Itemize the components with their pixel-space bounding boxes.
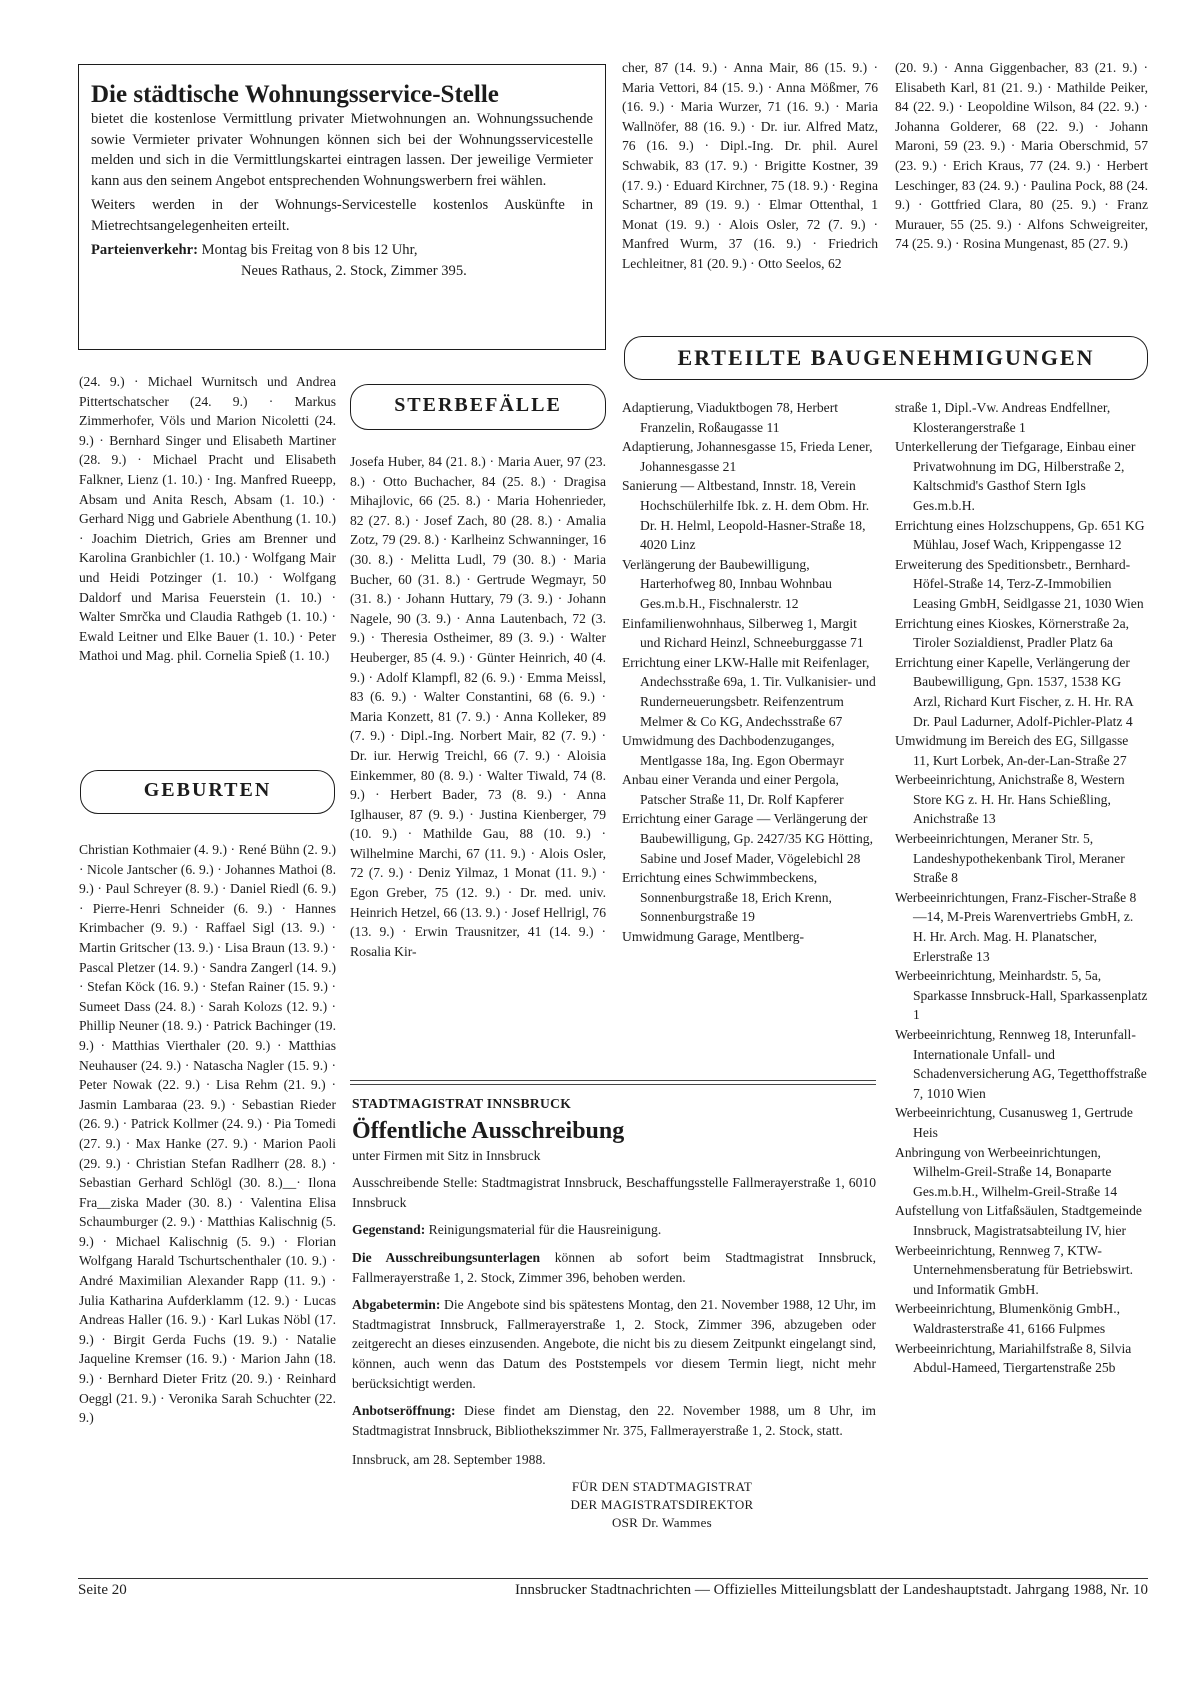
permit-entry: Werbeeinrichtung, Mariahilfstraße 8, Silvia Abdul-Hameed, Tiergartenstraße 25b <box>895 1340 1132 1376</box>
permit-entry: Einfamilienwohnhaus, Silberweg 1, Margit und Richard Heinzl, Schneeburggasse 71 <box>622 615 864 651</box>
permit-entry: Umwidmung des Dachbodenzuganges, Mentlgasse 18a, Ing. Egon Obermayr <box>622 733 844 768</box>
permit-entry: Errichtung einer Garage — Verlängerung der Baubewilligung, Gp. 2427/35 KG Hötting, Sabine und Josef Mader, Vögelebichl 28 <box>622 811 873 866</box>
permit-entry: Sanierung — Altbestand, Innstr. 18, Verein Hochschülerhilfe Ibk. z. H. dem Obm. Hr. Dr. H. Helml, Leopold-Hasner-Straße 18, 4020 Linz <box>622 478 870 553</box>
tender-documents-text: können ab sofort beim Stadtmagistrat Innsbruck, Fallmerayerstraße 1, 2. Stock, Zimmer 396, behoben werden. <box>352 1249 876 1285</box>
signature-line-1: FÜR DEN STADTMAGISTRAT <box>571 1478 753 1494</box>
footer-page-number: Seite 20 <box>78 1582 127 1598</box>
deaths-list: Josefa Huber, 84 (21. 8.) · Maria Auer, 97 (23. 8.) · Otto Buchacher, 84 (25. 8.) · Dragisa Mihajlovic, 66 (25. 8.) · Maria Hohenrieder, 82 (27. 8.) · Josef Zach, 80 (28. 8.) · Amalia Zotz, 79 (29. 8.) · Karlheinz Schwanninger, 16 (30. 8.) · Melitta Ludl, 79 (30. 8.) · Maria Bucher, 60 (31. 8.) · Gertrude Wegmayr, 50 (31. 8.) · Johann Huttary, 79 (3. 9.) · Johann Nagele, 90 (3. 9.) · Anna Lautenbach, 72 (3. 9.) · Theresia Ostheimer, 89 (3. 9.) · Walter Heuberger, 85 (4. 9.) · Günter Heinrich, 40 (4. 9.) · Adolf Klampfl, 82 (6. 9.) · Emma Meissl, 83 (6. 9.) · Walter Constantini, 68 (6. 9.) · Maria Konzett, 81 (7. 9.) · Anna Kolleker, 89 (7. 9.) · Dipl.-Ing. Norbert Mair, 82 (7. 9.) · Dr. iur. Herwig Treichl, 66 (7. 9.) · Aloisia Einkemmer, 80 (8. 9.) · Walter Tiwald, 74 (8. 9.) · Herbert Bader, 73 (8. 9.) · Anna Iglhauser, 87 (9. 9.) · Justina Kienberger, 79 (10. 9.) · Mathilde Gau, 88 (10. 9.) · Wilhelmine Marchi, 67 (11. 9.) · Alois Osler, 72 (7. 9.) · Deniz Yilmaz, 1 Monat (11. 9.) · Egon Greber, 75 (12. 9.) · Dr. med. univ. Heinrich Hetzel, 66 (13. 9.) · Josef Hellrigl, 76 (13. 9.) · Erwin Trausnitzer, 41 (14. 9.) · Rosalia Kir- <box>350 454 606 959</box>
permits-list-col4 <box>895 398 1148 1378</box>
tender-subject-label: Gegenstand: <box>352 1222 426 1238</box>
permit-entry: Werbeeinrichtung, Rennweg 18, Interunfall-Internationale Unfall- und Schadenversicherung AG, Tegetthoffstraße 7, 1010 Wien <box>895 1027 1147 1101</box>
deaths-continuation-col4: (20. 9.) · Anna Giggenbacher, 83 (21. 9.) · Elisabeth Karl, 81 (21. 9.) · Mathilde Peiker, 84 (22. 9.) · Leopoldine Wilson, 84 (22. 9.) · Johanna Golderer, 68 (22. 9.) · Johann Maroni, 59 (23. 9.) · Maria Oberschmid, 57 (23. 9.) · Erich Kraus, 77 (24. 9.) · Herbert Leschinger, 83 (24. 9.) · Paulina Pock, 88 (24. 9.) · Gottfried Clara, 80 (25. 9.) · Franz Murauer, 55 (25. 9.) · Alfons Schweigreiter, 74 (25. 9.) · Rosina Mungenast, 85 (27. 9.) <box>895 60 1148 252</box>
permit-entry: Unterkellerung der Tiefgarage, Einbau einer Privatwohnung im DG, Hilberstraße 2, Kaltschmid's Gasthof Stern Igls Ges.m.b.H. <box>895 439 1136 513</box>
permit-entry: Adaptierung, Johannesgasse 15, Frieda Lener, Johannesgasse 21 <box>622 439 873 474</box>
permit-entry: Errichtung eines Kioskes, Körnerstraße 2a, Tiroler Sozialdienst, Pradler Platz 6a <box>895 615 1130 651</box>
permit-entry: Adaptierung, Viaduktbogen 78, Herbert Franzelin, Roßaugasse 11 <box>622 400 838 435</box>
tender-notice <box>352 1094 876 1532</box>
permit-entry: Werbeeinrichtung, Rennweg 7, KTW-Unternehmensberatung für Betriebswirt. und Informatik GmbH. <box>895 1242 1134 1297</box>
births-heading-box <box>80 770 335 814</box>
permit-entry: straße 1, Dipl.-Vw. Andreas Endfellner, Klosterangerstraße 1 <box>895 400 1111 435</box>
footer-rule <box>78 1578 1148 1579</box>
permit-entry: Werbeeinrichtung, Meinhardstr. 5, 5a, Sparkasse Innsbruck-Hall, Sparkassenplatz 1 <box>895 968 1148 1023</box>
permit-entry: Anbringung von Werbeeinrichtungen, Wilhelm-Greil-Straße 14, Bonaparte Ges.m.b.H., Wilhelm-Greil-Straße 14 <box>895 1144 1118 1199</box>
tender-deadline <box>352 1295 876 1393</box>
permit-entry: Werbeeinrichtungen, Franz-Fischer-Straße 8—14, M-Preis Warenvertriebs GmbH, z. H. Hr. Arch. Mag. H. Planatscher, Erlerstraße 13 <box>895 889 1137 964</box>
housing-service-para2: Weiters werden in der Wohnungs-Servicestelle kostenlos Auskünfte in Mietrechtsangelegenheiten erteilt. <box>91 197 593 234</box>
housing-service-hours <box>91 240 593 261</box>
permit-entry: Werbeeinrichtung, Anichstraße 8, Western Store KG z. H. Hr. Hans Schießling, Anichstraße 13 <box>895 772 1125 827</box>
permit-entry: Errichtung eines Schwimmbeckens, Sonnenburgstraße 18, Erich Krenn, Sonnenburgstraße 19 <box>622 870 832 925</box>
tender-date: Innsbruck, am 28. September 1988. <box>352 1452 546 1468</box>
housing-service-location: Neues Rathaus, 2. Stock, Zimmer 395. <box>241 262 467 279</box>
marriages-continuation: (24. 9.) · Michael Wurnitsch und Andrea Pittertschatscher (24. 9.) · Markus Zimmerhofer, Völs und Marion Nicoletti (24. 9.) · Bernhard Singer und Elisabeth Martiner (28. 9.) · Michael Pracht und Elisabeth Falkner, Lienz (1. 10.) · Ing. Manfred Rueepp, Absam und Anita Resch, Absam (1. 10.) · Gerhard Nigg und Gabriele Abenthung (1. 10.) · Joachim Dietrich, Gries am Brenner und Karolina Granbichler (1. 10.) · Wolfgang Mair und Heidi Potzinger (1. 10.) · Wolfgang Daldorf und Marisa Feuerstein (1. 10.) · Walter Smrčka und Claudia Rathgeb (1. 10.) · Ewald Leitner und Elke Bauer (1. 10.) · Peter Mathoi und Mag. phil. Cornelia Spieß (1. 10.) <box>79 374 336 664</box>
permit-entry: Umwidmung im Bereich des EG, Sillgasse 11, Kurt Lorbek, An-der-Lan-Straße 27 <box>895 733 1129 768</box>
permit-entry: Erweiterung des Speditionsbetr., Bernhard-Höfel-Straße 14, Terz-Z-Immobilien Leasing GmbH, Seidlgasse 21, 1030 Wien <box>895 556 1144 611</box>
tender-title: Öffentliche Ausschreibung <box>352 1117 625 1144</box>
footer-publication: Innsbrucker Stadtnachrichten — Offizielles Mitteilungsblatt der Landeshauptstadt. Jahrgang 1988, Nr. 10 <box>514 1582 1148 1598</box>
permit-entry: Werbeeinrichtung, Cusanusweg 1, Gertrude Heis <box>895 1105 1133 1140</box>
births-heading: GEBURTEN <box>143 779 272 801</box>
tender-subject <box>352 1220 876 1240</box>
permit-entry: Aufstellung von Litfaßsäulen, Stadtgemeinde Innsbruck, Magistratsabteilung IV, hier <box>895 1203 1142 1238</box>
permit-entry: Umwidmung Garage, Mentlberg- <box>622 929 805 945</box>
tender-subtitle: unter Firmen mit Sitz in Innsbruck <box>352 1147 541 1163</box>
hours-label: Parteienverkehr: <box>91 242 198 258</box>
hours-text: Montag bis Freitag von 8 bis 12 Uhr, <box>201 242 418 258</box>
housing-service-title: Die städtische Wohnungsservice-Stelle <box>91 81 499 108</box>
permits-list-col3 <box>622 398 878 947</box>
permits-heading: ERTEILTE BAUGENEHMIGUNGEN <box>677 345 1095 370</box>
permit-entry: Verlängerung der Baubewilligung, Harterhofweg 80, Innbau Wohnbau Ges.m.b.H., Fischnalerstr. 12 <box>622 556 832 611</box>
housing-service-box <box>78 64 606 350</box>
tender-signature <box>352 1478 782 1532</box>
permit-entry: Errichtung einer LKW-Halle mit Reifenlager, Andechsstraße 69a, 1. Tir. Vulkanisier- und Runderneuerungsbetr. Reifenzentrum Melmer & Co KG, Andechsstraße 67 <box>622 654 876 729</box>
tender-separator-2 <box>350 1084 876 1085</box>
permit-entry: Werbeeinrichtung, Blumenkönig GmbH., Waldrasterstraße 41, 6166 Fulpmes <box>895 1301 1121 1336</box>
deaths-heading-box <box>350 384 606 430</box>
tender-deadline-label: Abgabetermin: <box>352 1297 441 1313</box>
tender-opening <box>352 1401 876 1440</box>
tender-subject-text: Reinigungsmaterial für die Hausreinigung. <box>425 1222 662 1238</box>
tender-org: STADTMAGISTRAT INNSBRUCK <box>352 1096 572 1111</box>
permit-entry: Errichtung eines Holzschuppens, Gp. 651 KG Mühlau, Josef Wach, Krippengasse 12 <box>895 517 1145 553</box>
permit-entry: Errichtung einer Kapelle, Verlängerung der Baubewilligung, Gpn. 1537, 1538 KG Arzl, Richard Kurt Fischer, z. H. Hr. RA Dr. Paul Ladurner, Adolf-Pichler-Platz 4 <box>895 654 1133 729</box>
tender-deadline-text: Die Angebote sind bis spätestens Montag, den 21. November 1988, 12 Uhr, im Stadtmagistrat Innsbruck, Fallmerayerstraße 1, 2. Stock, Zimmer 396, abzugeben oder zeitgerecht an dieses einzusenden. Angebote, die nicht bis zu diesem Zeitpunkt eingelangt sind, können, auch wenn das Datum des Poststempels vor diesem Termin liegt, nicht mehr berücksichtigt werden. <box>352 1297 876 1391</box>
tender-opening-label: Anbotseröffnung: <box>352 1403 456 1419</box>
permit-entry: Anbau einer Veranda und einer Pergola, Patscher Straße 11, Dr. Rolf Kapferer <box>622 772 844 807</box>
deaths-heading: STERBEFÄLLE <box>394 394 562 416</box>
signature-line-2: DER MAGISTRATSDIREKTOR <box>570 1496 754 1512</box>
tender-issuer: Ausschreibende Stelle: Stadtmagistrat Innsbruck, Beschaffungsstelle Fallmerayerstraße 1, 6010 Innsbruck <box>352 1175 876 1210</box>
births-list: Christian Kothmaier (4. 9.) · René Bühn (2. 9.) · Nicole Jantscher (6. 9.) · Johannes Mathoi (8. 9.) · Paul Schreyer (8. 9.) · Daniel Riedl (6. 9.) · Pierre-Henri Schneider (6. 9.) · Hannes Krimbacher (9. 9.) · Raffael Sigl (13. 9.) · Martin Gritscher (13. 9.) · Lisa Braun (13. 9.) · Pascal Pletzer (14. 9.) · Sandra Zangerl (14. 9.) · Stefan Köck (16. 9.) · Stefan Rainer (15. 9.) · Sumeet Dass (24. 8.) · Sarah Kolozs (12. 9.) · Phillip Neuner (18. 9.) · Patrick Bachinger (19. 9.) · Matthias Vierthaler (20. 9.) · Matthias Neuhauser (24. 9.) · Natascha Nagler (15. 9.) · Peter Nowak (22. 9.) · Lisa Rehm (21. 9.) · Jasmin Lambaraa (23. 9.) · Sebastian Rieder (26. 9.) · Patrick Kollmer (24. 9.) · Pia Tomedi (27. 9.) · Max Hanke (27. 9.) · Marion Paoli (29. 9.) · Christian Stefan Radlherr (28. 8.) · Sebastian Gerhard Schlögl (30. 8.)__· Ilona Fra__ziska Mader (30. 8.) · Valentina Elisa Schaumburger (2. 9.) · Matthias Kalischnig (5. 9.) · Michael Kalischnig (5. 9.) · Florian Wolfgang Harald Tschurtschenthaler (10. 9.) · André Maximilian Alexander Rapp (11. 9.) · Julia Katharina Aufderklamm (12. 9.) · Lucas Andreas Haller (16. 9.) · Karl Lukas Nöbl (17. 9.) · Birgit Gerda Fuchs (19. 9.) · Natalie Jaqueline Kremser (16. 9.) · Marion Jahn (18. 9.) · Bernhard Dieter Fritz (20. 9.) · Reinhard Oeggl (21. 9.) · Veronika Sarah Schuchter (22. 9.) <box>79 842 336 1426</box>
deaths-continuation-col3: cher, 87 (14. 9.) · Anna Mair, 86 (15. 9.) · Maria Vettori, 84 (15. 9.) · Anna Mößmer, 76 (16. 9.) · Maria Wurzer, 71 (16. 9.) · Maria Wallnöfer, 88 (16. 9.) · Dr. iur. Alfred Matz, 76 (16. 9.) · Dipl.-Ing. Dr. phil. Aurel Schwabik, 83 (17. 9.) · Brigitte Kostner, 39 (17. 9.) · Eduard Kirchner, 75 (18. 9.) · Regina Schartner, 89 (19. 9.) · Elmar Ottenthal, 1 Monat (19. 9.) · Alois Osler, 72 (7. 9.) · Manfred Wurm, 37 (16. 9.) · Friedrich Lechleitner, 81 (20. 9.) · Otto Seelos, 62 <box>622 60 878 271</box>
tender-documents-label: Die Ausschreibungsunterlagen <box>352 1249 541 1265</box>
permits-heading-box <box>624 336 1148 380</box>
tender-opening-text: Diese findet am Dienstag, den 22. November 1988, um 8 Uhr, im Stadtmagistrat Innsbruck, Bibliothekszimmer Nr. 375, Fallmerayerstraße 1, 2. Stock, statt. <box>352 1403 876 1438</box>
tender-separator <box>350 1080 876 1081</box>
tender-documents <box>352 1248 876 1287</box>
signature-line-3: OSR Dr. Wammes <box>611 1514 713 1530</box>
housing-service-para1: bietet die kostenlose Vermittlung privater Mietwohnungen an. Wohnungssuchende sowie Vermieter privater Wohnungen können sich bei der Wohnungsservicestelle melden und sich in die Vermittlungskartei eintragen lassen. Der jeweilige Vermieter kann aus den seinem Angebot entsprechenden Wohnungswerbern frei wählen. <box>91 111 593 189</box>
permit-entry: Werbeeinrichtungen, Meraner Str. 5, Landeshypothekenbank Tirol, Meraner Straße 8 <box>895 831 1125 886</box>
